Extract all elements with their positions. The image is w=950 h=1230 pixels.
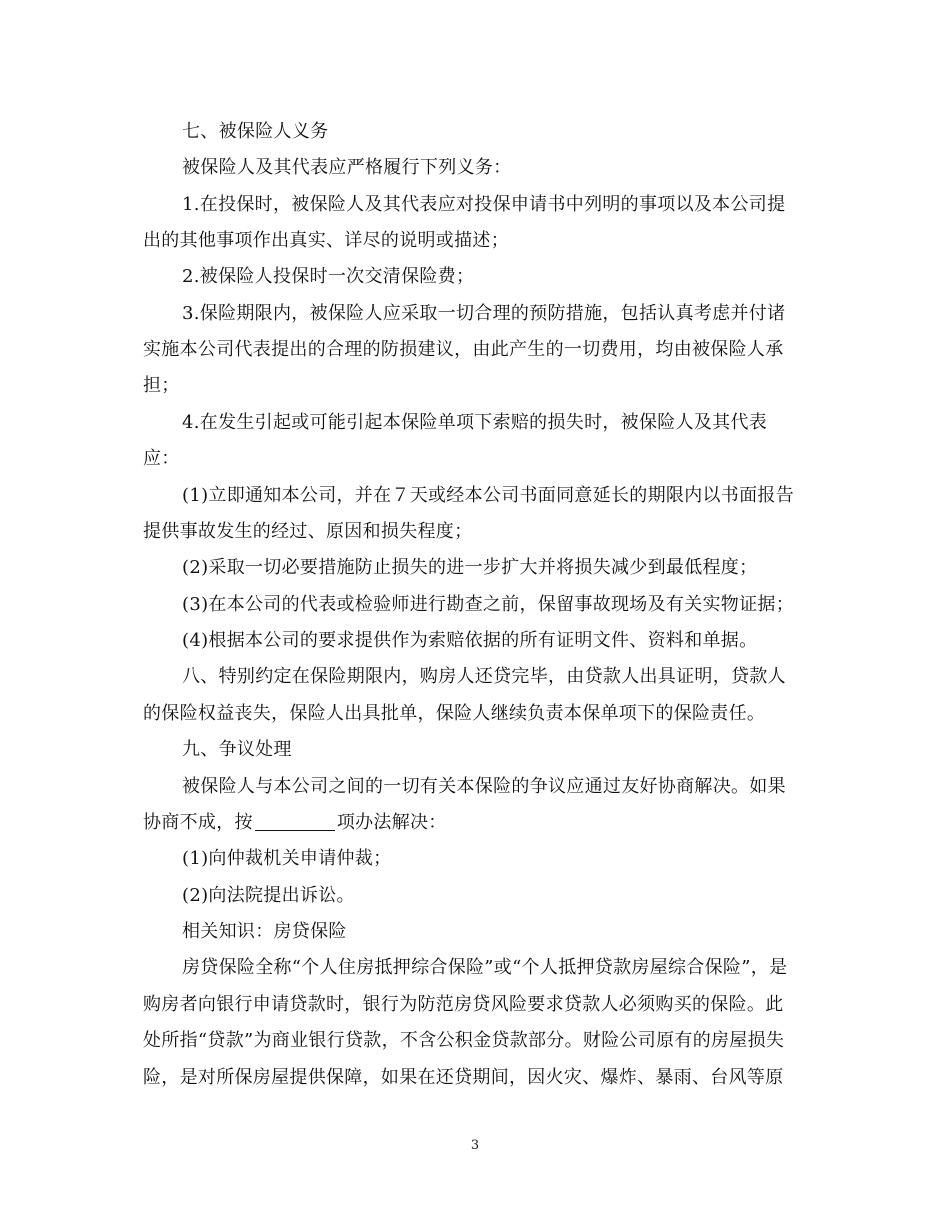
paragraph-line: (2)采取一切必要措施防止损失的进一步扩大并将损失减少到最低程度； — [182, 557, 758, 578]
paragraph-line: 实施本公司代表提出的合理的防损建议，由此产生的一切费用，均由被保险人承 — [143, 339, 784, 360]
paragraph-line: 购房者向银行申请贷款时，银行为防范房贷风险要求贷款人必须购买的保险。此 — [143, 994, 784, 1015]
paragraph-line: 4.在发生引起或可能引起本保险单项下索赔的损失时，被保险人及其代表 — [182, 412, 768, 433]
paragraph-line: 的保险权益丧失，保险人出具批单，保险人继续负责本保单项下的保险责任。 — [143, 703, 766, 724]
fill-in-blank — [255, 812, 335, 831]
paragraph-line: 担； — [143, 375, 180, 396]
paragraph-line: 出的其他事项作出真实、详尽的说明或描述； — [143, 230, 509, 251]
paragraph-line — [143, 811, 447, 835]
paragraph-line: (4)根据本公司的要求提供作为索赔依据的所有证明文件、资料和单据。 — [182, 630, 758, 651]
paragraph-line: 被保险人及其代表应严格履行下列义务： — [182, 157, 512, 178]
paragraph-line: (1)向仲裁机关申请仲裁； — [182, 848, 392, 869]
section-heading-7: 七、被保险人义务 — [182, 121, 329, 142]
paragraph-line: (1)立即通知本公司，并在７天或经本公司书面同意延长的期限内以书面报告 — [182, 485, 794, 506]
text-before-blank: 协商不成，按 — [143, 812, 253, 833]
paragraph-line: 险，是对所保房屋提供保障，如果在还贷期间，因火灾、爆炸、暴雨、台风等原 — [143, 1067, 784, 1088]
paragraph-line: (2)向法院提出诉讼。 — [182, 885, 355, 906]
paragraph-line: 提供事故发生的经过、原因和损失程度； — [143, 521, 473, 542]
paragraph-line: 3.保险期限内，被保险人应采取一切合理的预防措施，包括认真考虑并付诸 — [182, 303, 786, 324]
section-heading-8: 八、特别约定在保险期限内，购房人还贷完毕，由贷款人出具证明，贷款人 — [182, 666, 786, 687]
paragraph-line: 1.在投保时，被保险人及其代表应对投保申请书中列明的事项以及本公司提 — [182, 194, 786, 215]
paragraph-line: 处所指“贷款”为商业银行贷款，不含公积金贷款部分。财险公司原有的房屋损失 — [143, 1030, 785, 1051]
paragraph-line: 应： — [143, 448, 180, 469]
text-after-blank: 项办法解决： — [336, 812, 447, 833]
section-heading-9: 九、争议处理 — [182, 739, 292, 760]
related-knowledge-heading: 相关知识：房贷保险 — [182, 921, 347, 942]
paragraph-line: (3)在本公司的代表或检验师进行勘查之前，保留事故现场及有关实物证据； — [182, 594, 794, 615]
paragraph-line: 房贷保险全称“个人住房抵押综合保险”或“个人抵押贷款房屋综合保险”，是 — [182, 957, 788, 978]
paragraph-line: 2.被保险人投保时一次交清保险费； — [182, 266, 475, 287]
paragraph-line: 被保险人与本公司之间的一切有关本保险的争议应通过友好协商解决。如果 — [182, 776, 786, 797]
page-number: 3 — [470, 1138, 480, 1153]
